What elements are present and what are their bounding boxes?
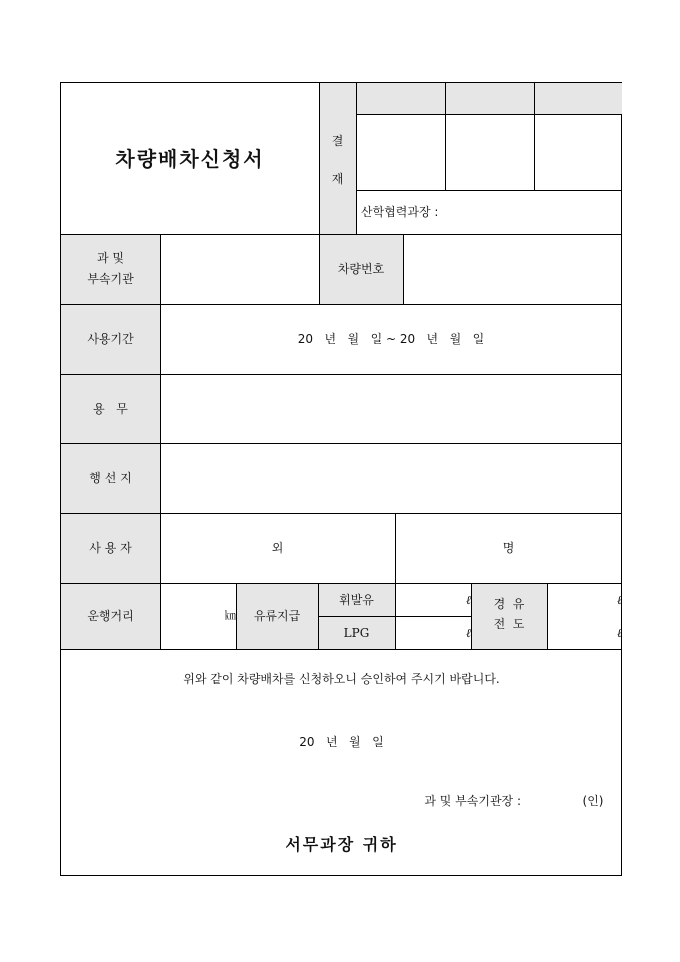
department-label-line2: 부속기관 xyxy=(87,272,134,286)
grid-line xyxy=(356,114,622,115)
destination-label: 행 선 지 xyxy=(89,471,132,485)
form-title: 차량배차신청서 xyxy=(115,146,265,171)
vehicle-number-label: 차량번호 xyxy=(337,262,385,276)
distance-unit: ㎞ xyxy=(225,609,236,622)
diesel-label-line2: 전 도 xyxy=(493,617,525,631)
period-label: 사용기간 xyxy=(87,332,134,346)
approval-label-cell xyxy=(319,83,356,234)
department-label-cell xyxy=(61,234,160,304)
department-label-line1: 과 및 xyxy=(97,251,124,265)
lpg-liter-unit: ℓ xyxy=(466,625,471,640)
seal-mark: (인) xyxy=(582,794,604,808)
diesel-liter-unit: ℓ xyxy=(617,592,622,607)
user-label: 사 용 자 xyxy=(89,541,132,555)
approval-signer: 산학협력과장 : xyxy=(361,205,439,219)
distance-label: 운행거리 xyxy=(87,609,134,623)
period-value: 20 년 월 일 ~ 20 년 월 일 xyxy=(297,332,485,346)
lpg-label: LPG xyxy=(343,625,370,640)
grid-line xyxy=(403,234,404,304)
grid-line xyxy=(445,83,446,190)
user-count-unit: 명 xyxy=(502,541,515,555)
grid-line xyxy=(61,649,622,650)
approval-label-bottom: 재 xyxy=(331,172,344,186)
purpose-label: 용 무 xyxy=(93,401,128,416)
gasoline-liter-unit: ℓ xyxy=(466,592,471,607)
fuel-label: 유류지급 xyxy=(253,609,301,623)
diesel-label-line1: 경 유 xyxy=(493,597,525,611)
gasoline-label: 휘발유 xyxy=(339,592,374,607)
grid-line xyxy=(534,83,535,190)
kerosene-liter-unit: ℓ xyxy=(617,625,622,640)
user-others: 외 xyxy=(271,541,284,555)
vehicle-dispatch-form xyxy=(60,82,622,876)
grid-line xyxy=(356,83,357,234)
approval-label-top: 결 xyxy=(331,134,344,148)
request-date: 20 년 월 일 xyxy=(299,735,384,749)
approval-header-row xyxy=(356,83,622,115)
addressee: 서무과장 귀하 xyxy=(285,835,398,854)
request-statement: 위와 같이 차량배차를 신청하오니 승인하여 주시기 바랍니다. xyxy=(183,672,500,686)
department-head-label: 과 및 부속기관장 : xyxy=(424,794,521,808)
